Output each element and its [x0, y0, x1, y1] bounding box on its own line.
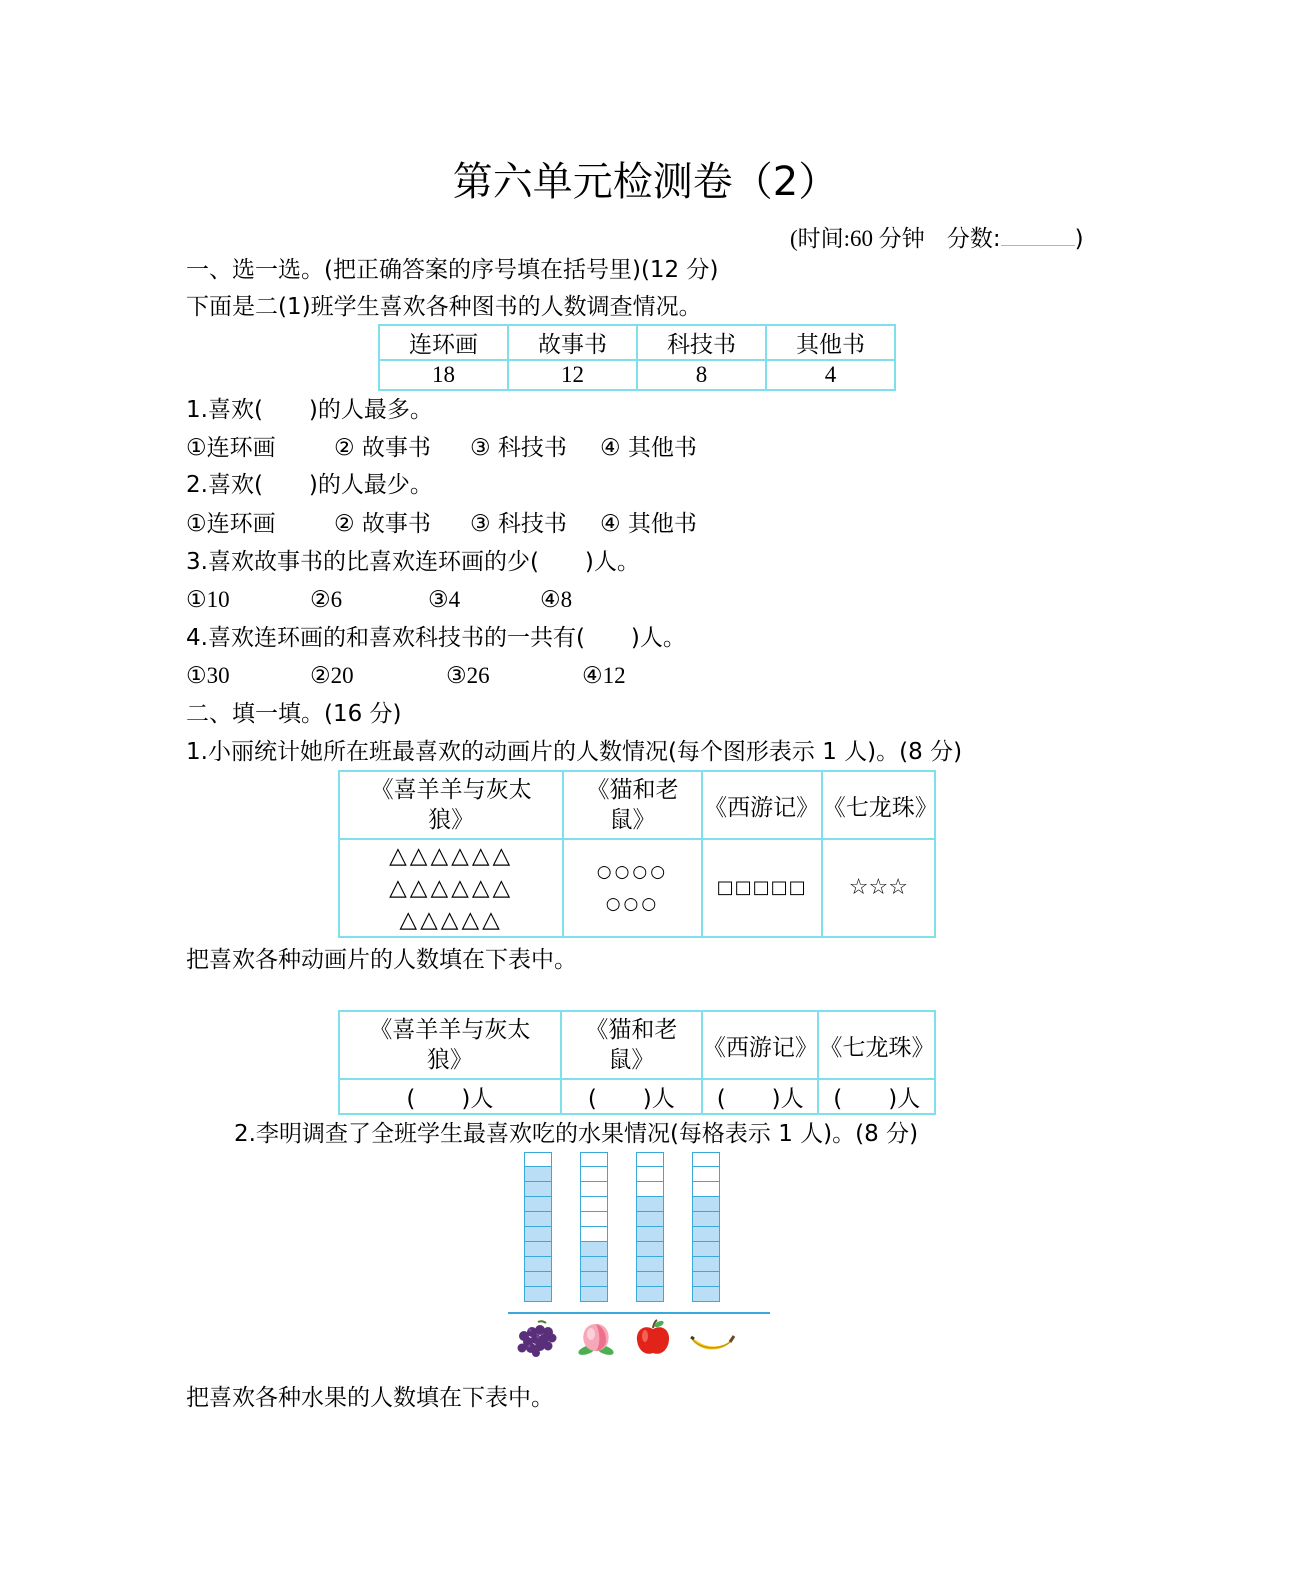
bar-cell-filled: [636, 1242, 664, 1257]
cartoon-header: 《西游记》: [702, 771, 822, 839]
question-2: 2.喜欢( )的人最少。: [186, 472, 433, 498]
cartoon-header: 《喜羊羊与灰太狼》: [339, 771, 563, 839]
q4-option-4: ④12: [582, 663, 626, 688]
bar-cell-filled: [692, 1242, 720, 1257]
q4-option-2: ②20: [310, 663, 354, 688]
bar-cell-empty: [580, 1197, 608, 1212]
q1-option-1: ①连环画: [186, 435, 276, 461]
section1-heading: 一、选一选。(把正确答案的序号填在括号里)(12 分): [186, 257, 719, 283]
triangle-row: △△△△△: [399, 907, 503, 933]
answer-cell[interactable]: ( )人: [818, 1079, 935, 1114]
bar-cell-filled: [524, 1242, 552, 1257]
square-row: □□□□□: [716, 877, 807, 898]
bar-cell-empty: [636, 1182, 664, 1197]
star-row: ☆☆☆: [848, 875, 908, 900]
bar-cell-filled: [636, 1272, 664, 1287]
bar-cell-filled: [524, 1197, 552, 1212]
answer-cell[interactable]: ( )人: [561, 1079, 702, 1114]
section1-intro: 下面是二(1)班学生喜欢各种图书的人数调查情况。: [186, 294, 702, 320]
bar-cell-filled: [636, 1227, 664, 1242]
cartoon-header: 《七龙珠》: [822, 771, 935, 839]
bar-cell-filled: [524, 1257, 552, 1272]
bar-cell-filled: [692, 1227, 720, 1242]
meta-close: ): [1074, 226, 1084, 252]
question-4: 4.喜欢连环画的和喜欢科技书的一共有( )人。: [186, 625, 686, 651]
q2-option-3: ③ 科技书: [470, 511, 567, 537]
bar-cell-filled: [636, 1212, 664, 1227]
q3-option-2: ②6: [310, 587, 343, 612]
cartoon-header: 《猫和老鼠》: [563, 771, 701, 839]
star-icons: [822, 839, 935, 937]
bar-cell-empty: [692, 1152, 720, 1167]
exam-meta: [790, 220, 1084, 253]
banana-icon: [688, 1318, 736, 1358]
book-header: 连环画: [379, 325, 508, 360]
triangle-row: △△△△△△: [389, 875, 514, 901]
bar-column-apple: [636, 1152, 664, 1302]
chart-baseline: [508, 1312, 770, 1314]
bar-cell-empty: [580, 1182, 608, 1197]
bar-cell-filled: [692, 1197, 720, 1212]
cartoon-header: 《猫和老鼠》: [561, 1011, 702, 1079]
q4-option-1: ①30: [186, 663, 230, 688]
bar-cell-filled: [692, 1287, 720, 1302]
q3-option-4: ④8: [540, 587, 573, 612]
bar-column-banana: [692, 1152, 720, 1302]
q3-option-1: ①10: [186, 587, 230, 612]
book-header: 科技书: [637, 325, 766, 360]
square-icons: [702, 839, 822, 937]
q1-option-4: ④ 其他书: [600, 435, 697, 461]
triangle-icons: [339, 839, 563, 937]
answer-cell[interactable]: ( )人: [339, 1079, 561, 1114]
book-header: 故事书: [508, 325, 637, 360]
bar-cell-filled: [524, 1272, 552, 1287]
bar-cell-filled: [524, 1167, 552, 1182]
score-label: 分数:: [946, 226, 1001, 252]
q2-option-2: ② 故事书: [334, 511, 431, 537]
apple-icon: [634, 1318, 672, 1358]
cartoon-pictograph-table: [338, 770, 936, 938]
page-title: 第六单元检测卷（2）: [452, 159, 839, 205]
q2-option-1: ①连环画: [186, 511, 276, 537]
bar-cell-filled: [692, 1257, 720, 1272]
q2-option-4: ④ 其他书: [600, 511, 697, 537]
bar-cell-empty: [692, 1182, 720, 1197]
bar-cell-empty: [636, 1167, 664, 1182]
peach-icon: [576, 1318, 616, 1358]
triangle-row: △△△△△△: [389, 843, 514, 869]
bar-cell-filled: [692, 1272, 720, 1287]
bar-cell-empty: [580, 1212, 608, 1227]
fruit-fill-instruction: 把喜欢各种水果的人数填在下表中。: [186, 1385, 554, 1411]
bar-cell-filled: [580, 1272, 608, 1287]
score-blank[interactable]: [1001, 225, 1075, 246]
section2-q2: 2.李明调查了全班学生最喜欢吃的水果情况(每格表示 1 人)。(8 分): [234, 1121, 919, 1147]
bar-cell-empty: [580, 1227, 608, 1242]
bar-cell-empty: [580, 1152, 608, 1167]
bar-cell-filled: [636, 1197, 664, 1212]
cartoon-header: 《七龙珠》: [818, 1011, 935, 1079]
section2-q1: 1.小丽统计她所在班最喜欢的动画片的人数情况(每个图形表示 1 人)。(8 分): [186, 739, 963, 765]
circle-row: ○○○: [605, 894, 660, 914]
section2-heading: 二、填一填。(16 分): [186, 701, 402, 727]
bar-cell-filled: [580, 1257, 608, 1272]
bar-cell-filled: [524, 1182, 552, 1197]
bar-cell-filled: [524, 1287, 552, 1302]
bar-cell-filled: [636, 1257, 664, 1272]
fruit-bar-chart: [508, 1150, 770, 1316]
book-count: 18: [379, 360, 508, 390]
book-header: 其他书: [766, 325, 895, 360]
cartoon-fill-table: [338, 1010, 936, 1115]
bar-cell-empty: [636, 1152, 664, 1167]
cartoon-fill-instruction: 把喜欢各种动画片的人数填在下表中。: [186, 947, 577, 973]
cartoon-header: 《西游记》: [702, 1011, 819, 1079]
q4-option-3: ③26: [446, 663, 490, 688]
q1-option-3: ③ 科技书: [470, 435, 567, 461]
book-count: 4: [766, 360, 895, 390]
q3-option-3: ③4: [428, 587, 461, 612]
cartoon-header: 《喜羊羊与灰太狼》: [339, 1011, 561, 1079]
bar-cell-empty: [524, 1152, 552, 1167]
time-label: (时间:60 分钟: [790, 226, 925, 251]
book-survey-table: [378, 324, 896, 391]
book-count: 12: [508, 360, 637, 390]
grapes-icon: [514, 1318, 560, 1358]
question-1: 1.喜欢( )的人最多。: [186, 397, 433, 423]
q1-option-2: ② 故事书: [334, 435, 431, 461]
book-count: 8: [637, 360, 766, 390]
bar-cell-empty: [580, 1167, 608, 1182]
circle-icons: [563, 839, 701, 937]
bar-column-grapes: [524, 1152, 552, 1302]
bar-column-peach: [580, 1152, 608, 1302]
question-3: 3.喜欢故事书的比喜欢连环画的少( )人。: [186, 549, 640, 575]
answer-cell[interactable]: ( )人: [702, 1079, 819, 1114]
bar-cell-filled: [580, 1287, 608, 1302]
circle-row: ○○○○: [596, 862, 669, 882]
bar-cell-filled: [692, 1212, 720, 1227]
bar-cell-empty: [692, 1167, 720, 1182]
bar-cell-filled: [580, 1242, 608, 1257]
bar-cell-filled: [524, 1212, 552, 1227]
bar-cell-filled: [524, 1227, 552, 1242]
bar-cell-filled: [636, 1287, 664, 1302]
